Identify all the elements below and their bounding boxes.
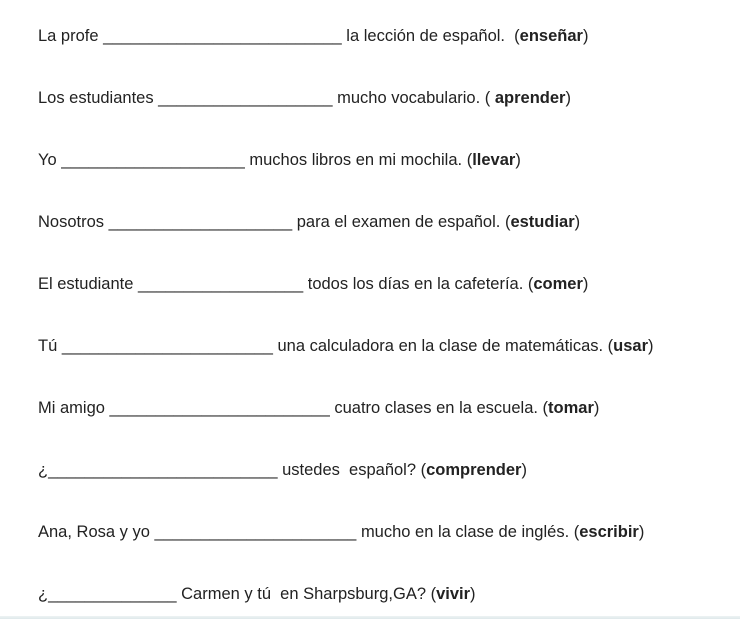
infinitive-verb: aprender (494, 89, 566, 107)
sentence-3 (38, 147, 740, 173)
closing-paren: ) (593, 399, 600, 417)
sentence-text: ¿_________________________ ustedes español? ( (38, 461, 427, 479)
sentence-text: Nosotros ____________________ para el examen de español. ( (38, 213, 511, 231)
sentence-1 (38, 23, 740, 49)
infinitive-verb: escribir (579, 523, 639, 541)
infinitive-verb: comprender (426, 461, 522, 479)
closing-paren: ) (648, 337, 654, 355)
infinitive-verb: enseñar (519, 27, 583, 45)
sentence-6 (38, 333, 740, 359)
infinitive-verb: comer (533, 275, 583, 293)
sentence-text: Mi amigo ________________________ cuatro clases en la escuela. ( (38, 399, 549, 417)
closing-paren: ) (582, 27, 589, 45)
sentence-4 (38, 209, 740, 235)
worksheet (38, 23, 740, 643)
closing-paren: ) (638, 523, 645, 541)
infinitive-verb: usar (613, 337, 649, 355)
sentence-5 (38, 271, 740, 297)
sentence-10 (38, 581, 740, 607)
sentence-text: La profe __________________________ la lección de español. ( (38, 27, 520, 45)
sentence-7 (38, 395, 740, 421)
closing-paren: ) (470, 585, 476, 603)
sentence-text: Ana, Rosa y yo ______________________ mucho en la clase de inglés. ( (38, 523, 580, 541)
infinitive-verb: llevar (472, 151, 516, 169)
infinitive-verb: tomar (548, 399, 594, 417)
sentence-text: Yo ____________________ muchos libros en mi mochila. ( (38, 151, 473, 169)
sentence-9 (38, 519, 740, 545)
closing-paren: ) (565, 89, 571, 107)
closing-paren: ) (582, 275, 589, 293)
sentence-text: Tú _______________________ una calculadora en la clase de matemáticas. ( (38, 337, 614, 355)
closing-paren: ) (515, 151, 521, 169)
sentence-8 (38, 457, 740, 483)
sentence-text: Los estudiantes ___________________ mucho vocabulario. ( (38, 89, 495, 107)
closing-paren: ) (574, 213, 581, 231)
sentence-text: El estudiante __________________ todos los días en la cafetería. ( (38, 275, 534, 293)
infinitive-verb: estudiar (510, 213, 575, 231)
closing-paren: ) (521, 461, 527, 479)
sentence-2 (38, 85, 740, 111)
infinitive-verb: vivir (436, 585, 471, 603)
sentence-text: ¿______________ Carmen y tú en Sharpsburg,GA? ( (38, 585, 437, 603)
